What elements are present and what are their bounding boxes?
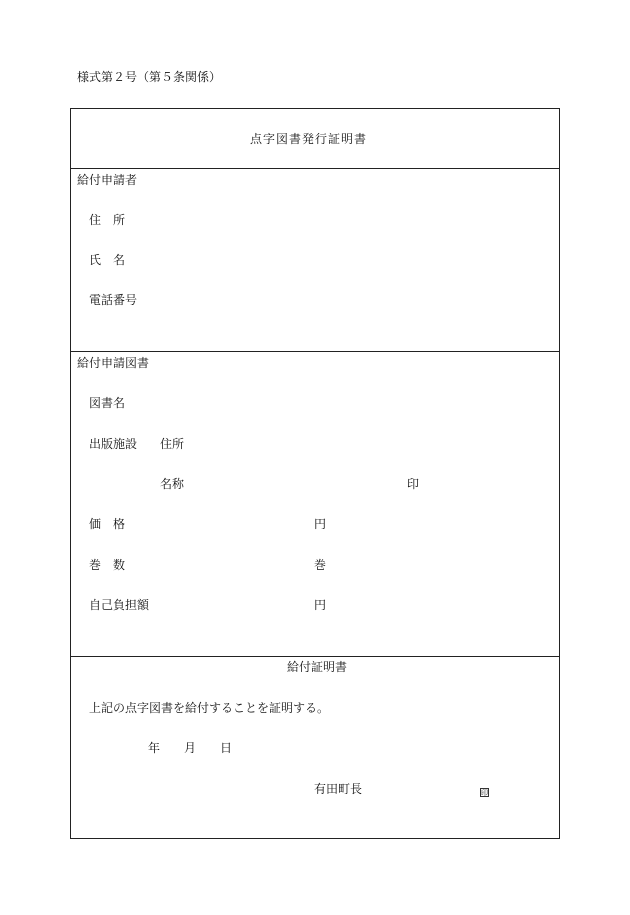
- form-frame: [70, 108, 560, 839]
- publisher-seal-mark: 印: [407, 477, 420, 491]
- publisher-label: 出版施設: [89, 437, 138, 451]
- mayor-seal-icon: [480, 784, 489, 798]
- book-header: 給付申請図書: [77, 356, 150, 370]
- day-label: 日: [220, 741, 233, 755]
- volumes-label: 巻 数: [89, 558, 126, 572]
- certificate-header: 給付証明書: [287, 660, 348, 674]
- month-label: 月: [184, 741, 197, 755]
- publisher-address-label: 住所: [160, 437, 185, 451]
- name-label: 氏 名: [89, 253, 126, 267]
- applicant-header: 給付申請者: [77, 173, 138, 187]
- publisher-name-label: 名称: [160, 477, 185, 491]
- form-number: 様式第２号（第５条関係）: [77, 70, 222, 84]
- book-title-label: 図書名: [89, 396, 126, 410]
- price-label: 価 格: [89, 517, 126, 531]
- address-label: 住 所: [89, 213, 126, 227]
- certificate-statement: 上記の点字図書を給付することを証明する。: [89, 701, 330, 715]
- price-unit: 円: [314, 517, 327, 531]
- mayor-seal-mark: 印: [481, 789, 488, 797]
- document-title: 点字図書発行証明書: [250, 132, 368, 146]
- copay-label: 自己負担額: [89, 598, 150, 612]
- year-label: 年: [148, 741, 161, 755]
- mayor-label: 有田町長: [314, 782, 363, 796]
- divider: [70, 351, 560, 352]
- divider: [70, 656, 560, 657]
- phone-label: 電話番号: [89, 293, 138, 307]
- volumes-unit: 巻: [314, 558, 327, 572]
- copay-unit: 円: [314, 598, 327, 612]
- divider: [70, 168, 560, 169]
